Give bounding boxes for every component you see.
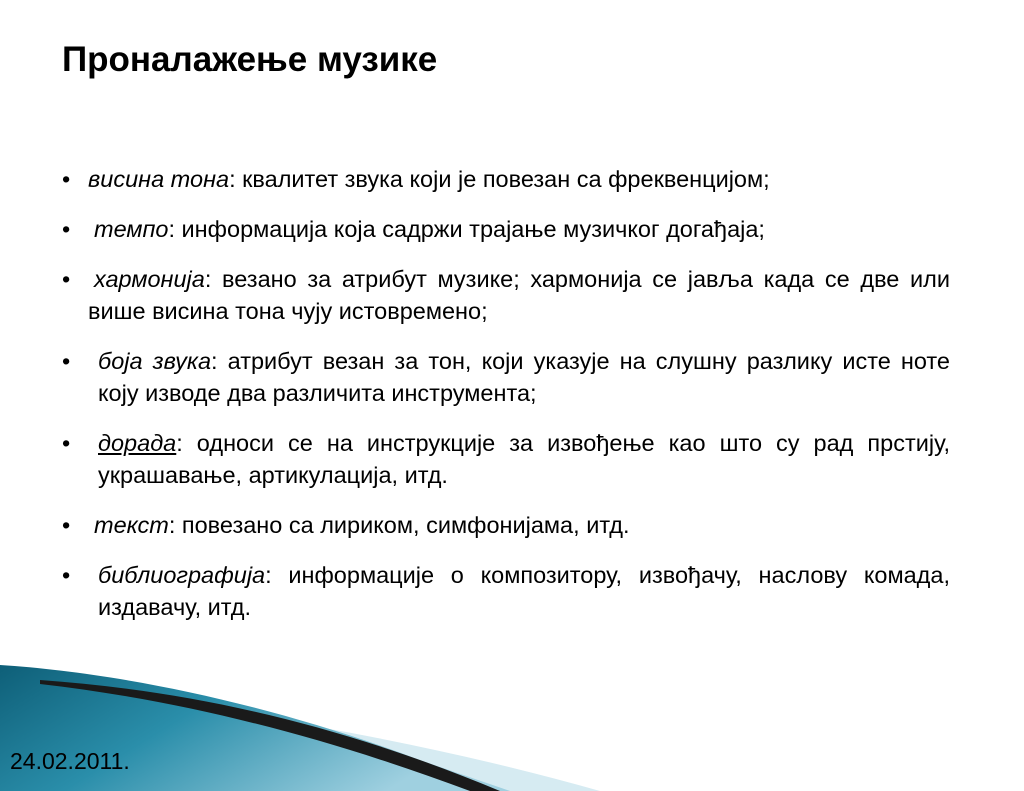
item-description: : атрибут везан за тон, који указује на слушну разлику исте ноте коју изводе два различита инструмента; [98,348,950,406]
item-description: : информације о композитору, извођачу, наслову комада, издавачу, итд. [98,562,950,620]
item-description: : информација која садржи трајање музичког догађаја; [168,216,765,242]
item-term: текст [94,512,169,538]
item-term: висина тона [88,166,230,192]
bullet-icon: • [62,348,71,374]
bullet-icon: • [62,562,71,588]
item-description: : квалитет звука који је повезан са фреквенцијом; [229,166,770,192]
bullet-icon: • [62,216,71,242]
bullet-icon: • [62,266,71,292]
item-description: : везано за атрибут музике; хармонија се јавља када се две или више висина тона чују истовремено; [88,266,950,324]
bullet-icon: • [62,430,71,456]
item-term: темпо [94,216,169,242]
footer-date: 24.02.2011. [10,748,130,774]
item-term: библиографија [98,562,266,588]
item-term: боја звука [98,348,212,374]
bullet-icon: • [62,166,71,192]
item-term: дорада [98,430,177,456]
slide-title: Проналажење музике [62,40,438,79]
item-term: хармонија [94,266,205,292]
bullet-icon: • [62,512,71,538]
item-description: : односи се на инструкције за извођење као што су рад прстију, украшавање, артикулација, итд. [98,430,950,488]
item-description: : повезано са лириком, симфонијама, итд. [168,512,630,538]
